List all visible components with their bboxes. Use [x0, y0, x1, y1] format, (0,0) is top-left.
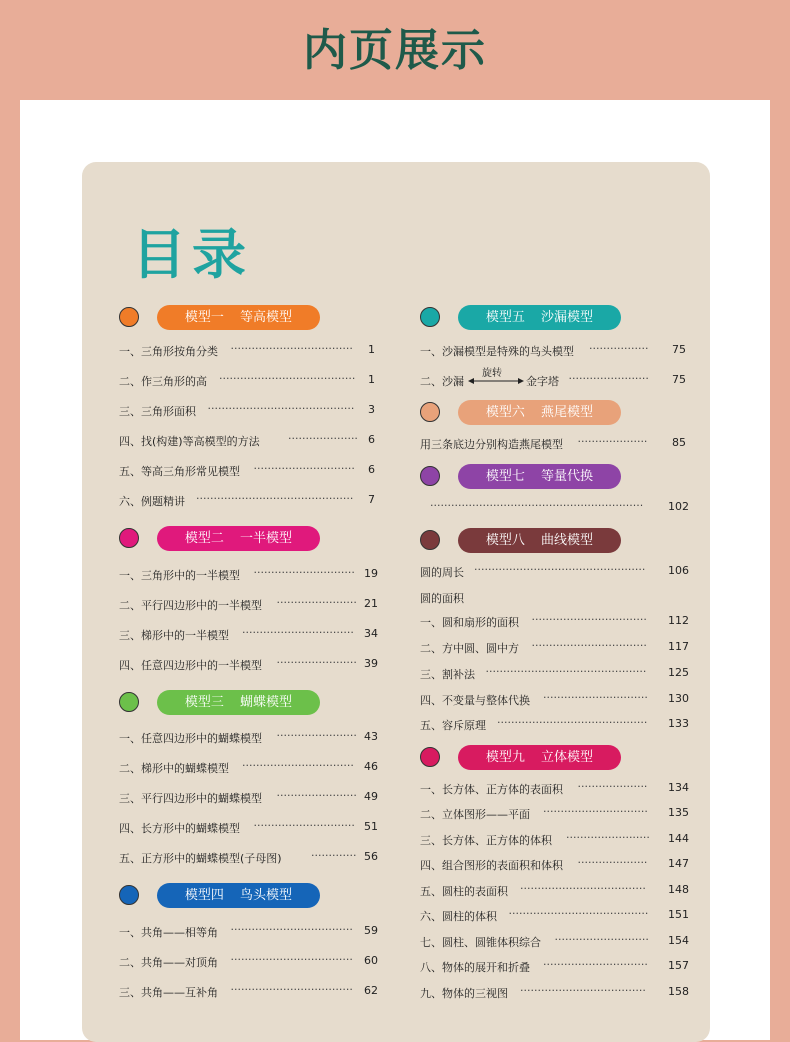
section-heading-pill[interactable]: 模型三 蝴蝶模型 — [157, 690, 320, 715]
page-number: 21 — [364, 597, 378, 610]
page-number: 1 — [368, 343, 375, 356]
page-number: 43 — [364, 730, 378, 743]
section-heading-pill[interactable]: 模型五 沙漏模型 — [458, 305, 621, 330]
toc-section — [420, 745, 706, 773]
leader-dots: ································ — [242, 759, 354, 772]
page-number: 39 — [364, 657, 378, 670]
toc-entry[interactable] — [119, 850, 398, 866]
page-number: 49 — [364, 790, 378, 803]
page-number: 148 — [668, 883, 689, 896]
entry-title: 一、任意四边形中的蝴蝶模型 — [119, 732, 262, 745]
entry-title: 圆的面积 — [420, 592, 464, 605]
page-title: 内页展示 — [303, 25, 487, 76]
leader-dots: ································· — [531, 639, 647, 652]
toc-entry[interactable] — [119, 657, 398, 673]
page-number: 19 — [364, 567, 378, 580]
entry-title: 一、沙漏模型是特殊的鸟头模型 — [420, 345, 574, 358]
page-number: 7 — [368, 493, 375, 506]
toc-entry[interactable] — [420, 564, 706, 580]
page-number: 85 — [672, 436, 686, 449]
leader-dots: ······················· — [276, 596, 357, 609]
toc-entry[interactable] — [119, 790, 398, 806]
toc-entry[interactable] — [119, 730, 398, 746]
page-number: 106 — [668, 564, 689, 577]
toc-section — [420, 305, 706, 333]
leader-dots: ····························································· — [430, 499, 644, 512]
leader-dots: ·············································· — [485, 665, 647, 678]
entry-title: 三、三角形面积 — [119, 405, 196, 418]
entry-title: 一、共角——相等角 — [119, 926, 218, 939]
entry-title: 六、例题精讲 — [119, 495, 185, 508]
toc-entry[interactable] — [420, 934, 706, 950]
page-number: 60 — [364, 954, 378, 967]
entry-title: 四、找(构建)等高模型的方法 — [119, 435, 260, 448]
toc-entry[interactable] — [119, 954, 398, 970]
entry-title: 一、圆和扇形的面积 — [420, 616, 519, 629]
entry-title: 七、圆柱、圆锥体积综合 — [420, 936, 541, 949]
page-number: 117 — [668, 640, 689, 653]
section-heading-pill[interactable]: 模型九 立体模型 — [458, 745, 621, 770]
section-marker-dot — [119, 692, 139, 712]
page-number: 147 — [668, 857, 689, 870]
toc-entry[interactable] — [420, 692, 706, 708]
toc-entry[interactable] — [420, 436, 706, 452]
entry-title: 四、组合图形的表面积和体积 — [420, 859, 563, 872]
entry-title: 三、平行四边形中的蝴蝶模型 — [119, 792, 262, 805]
toc-entry[interactable] — [119, 924, 398, 940]
leader-dots: ······························ — [543, 958, 648, 971]
page-number: 130 — [668, 692, 689, 705]
entry-title: 二、立体图形——平面 — [420, 808, 530, 821]
toc-entry[interactable] — [119, 343, 398, 359]
toc-entry[interactable] — [119, 463, 398, 479]
toc-entry[interactable] — [420, 985, 706, 1001]
entry-title: 九、物体的三视图 — [420, 987, 508, 1000]
page-number: 34 — [364, 627, 378, 640]
entry-title: 五、正方形中的蝴蝶模型(子母图) — [119, 852, 282, 865]
page-number: 144 — [668, 832, 689, 845]
toc-entry[interactable] — [119, 820, 398, 836]
leader-dots: ······················· — [276, 656, 357, 669]
leader-dots: ·········································· — [207, 402, 355, 415]
toc-entry[interactable] — [119, 984, 398, 1000]
page-number: 102 — [668, 500, 689, 513]
entry-title: 一、长方体、正方体的表面积 — [420, 783, 563, 796]
toc-entry[interactable] — [119, 567, 398, 583]
leader-dots: ····························· — [253, 819, 355, 832]
arrow-label: 旋转 — [482, 368, 502, 379]
section-heading-pill[interactable]: 模型八 曲线模型 — [458, 528, 621, 553]
section-marker-dot — [420, 530, 440, 550]
leader-dots: ··········································· — [497, 716, 648, 729]
page-number: 59 — [364, 924, 378, 937]
double-arrow-icon — [468, 376, 524, 386]
toc-section — [119, 305, 398, 333]
toc-section — [119, 690, 398, 718]
entry-title: 四、任意四边形中的一半模型 — [119, 659, 262, 672]
leader-dots: ····························· — [253, 566, 355, 579]
page-number: 125 — [668, 666, 689, 679]
page-number: 56 — [364, 850, 378, 863]
entry-title: 三、割补法 — [420, 668, 475, 681]
leader-dots: ················· — [589, 342, 649, 355]
entry-title: 二、梯形中的蝴蝶模型 — [119, 762, 229, 775]
toc-entry[interactable] — [420, 343, 706, 359]
entry-title: 三、长方体、正方体的体积 — [420, 834, 552, 847]
leader-dots: ············································· — [196, 492, 354, 505]
toc-entry[interactable] — [420, 806, 706, 822]
page-number: 1 — [368, 373, 375, 386]
page-number: 154 — [668, 934, 689, 947]
toc-section — [420, 528, 706, 556]
section-marker-dot — [420, 747, 440, 767]
arrow-target: 金字塔 — [526, 375, 559, 388]
leader-dots: ······················· — [568, 372, 649, 385]
entry-title: 圆的周长 — [420, 566, 464, 579]
section-marker-dot — [119, 885, 139, 905]
page-number: 134 — [668, 781, 689, 794]
toc-entry[interactable] — [420, 857, 706, 873]
leader-dots: ···································· — [520, 882, 646, 895]
leader-dots: ···················· — [577, 856, 648, 869]
leader-dots: ······················· — [276, 789, 357, 802]
section-marker-dot — [119, 307, 139, 327]
toc-section — [420, 400, 706, 428]
toc-entry[interactable] — [119, 760, 398, 776]
toc-title: 目录 — [132, 223, 252, 286]
page-number: 112 — [668, 614, 689, 627]
section-marker-dot — [119, 528, 139, 548]
page-number: 135 — [668, 806, 689, 819]
leader-dots: ···················· — [288, 432, 358, 445]
entry-title: 六、圆柱的体积 — [420, 910, 497, 923]
page-number: 158 — [668, 985, 689, 998]
page-number: 46 — [364, 760, 378, 773]
section-marker-dot — [420, 307, 440, 327]
entry-title: 二、共角——对顶角 — [119, 956, 218, 969]
leader-dots: ······································· — [219, 372, 356, 385]
leader-dots: ··································· — [230, 923, 353, 936]
page-number: 51 — [364, 820, 378, 833]
leader-dots: ··································· — [230, 342, 353, 355]
toc-section — [420, 464, 706, 492]
toc-entry[interactable] — [420, 590, 706, 606]
toc-entry[interactable] — [420, 368, 706, 389]
toc-entry[interactable] — [420, 666, 706, 682]
leader-dots: ··························· — [554, 933, 649, 946]
leader-dots: ················································· — [474, 563, 646, 576]
leader-dots: ············· — [311, 849, 357, 862]
entry-title: 五、容斥原理 — [420, 719, 486, 732]
section-heading-pill[interactable]: 模型六 燕尾模型 — [458, 400, 621, 425]
entry-title: 二、平行四边形中的一半模型 — [119, 599, 262, 612]
page-number: 151 — [668, 908, 689, 921]
toc-section — [119, 883, 398, 911]
leader-dots: ································· — [531, 613, 647, 626]
entry-title: 二、方中圆、圆中方 — [420, 642, 519, 655]
leader-dots: ···················· — [577, 780, 648, 793]
toc-entry[interactable] — [420, 614, 706, 630]
toc-entry[interactable] — [420, 640, 706, 656]
page-number: 75 — [672, 343, 686, 356]
page-number: 6 — [368, 463, 375, 476]
leader-dots: ··································· — [230, 983, 353, 996]
entry-title: 用三条底边分别构造燕尾模型 — [420, 438, 563, 451]
toc-entry[interactable] — [119, 403, 398, 419]
page-number: 75 — [672, 373, 686, 386]
entry-title: 一、三角形按角分类 — [119, 345, 218, 358]
entry-title: 五、等高三角形常见模型 — [119, 465, 240, 478]
leader-dots: ······························ — [543, 691, 648, 704]
leader-dots: ························ — [566, 831, 650, 844]
entry-title: 三、共角——互补角 — [119, 986, 218, 999]
toc-entry[interactable] — [119, 627, 398, 643]
section-heading-pill[interactable]: 模型四 鸟头模型 — [157, 883, 320, 908]
toc-entry[interactable] — [119, 433, 398, 449]
entry-title: 四、长方形中的蝴蝶模型 — [119, 822, 240, 835]
toc-section — [119, 526, 398, 554]
toc-entry[interactable] — [119, 597, 398, 613]
toc-entry[interactable] — [420, 717, 706, 733]
leader-dots: ······················· — [276, 729, 357, 742]
entry-title: 三、梯形中的一半模型 — [119, 629, 229, 642]
toc-entry[interactable] — [420, 781, 706, 797]
leader-dots: ··································· — [230, 953, 353, 966]
toc-entry[interactable] — [420, 500, 706, 516]
section-marker-dot — [420, 402, 440, 422]
page-number: 133 — [668, 717, 689, 730]
leader-dots: ···················· — [577, 435, 648, 448]
section-heading-pill[interactable]: 模型七 等量代换 — [458, 464, 621, 489]
leader-dots: ···································· — [520, 984, 646, 997]
entry-title: 二、沙漏 — [420, 375, 464, 388]
toc-entry[interactable] — [420, 959, 706, 975]
leader-dots: ······························ — [543, 805, 648, 818]
toc-entry[interactable] — [420, 832, 706, 848]
page-number: 62 — [364, 984, 378, 997]
entry-title: 二、作三角形的高 — [119, 375, 207, 388]
leader-dots: ································ — [242, 626, 354, 639]
leader-dots: ····························· — [253, 462, 355, 475]
toc-entry[interactable] — [420, 908, 706, 924]
page-number: 3 — [368, 403, 375, 416]
section-heading-pill[interactable]: 模型二 一半模型 — [157, 526, 320, 551]
entry-title: 五、圆柱的表面积 — [420, 885, 508, 898]
section-marker-dot — [420, 466, 440, 486]
toc-entry[interactable] — [119, 373, 398, 389]
page-number: 157 — [668, 959, 689, 972]
entry-title: 四、不变量与整体代换 — [420, 694, 530, 707]
entry-title: 一、三角形中的一半模型 — [119, 569, 240, 582]
entry-title: 八、物体的展开和折叠 — [420, 961, 530, 974]
page-number: 6 — [368, 433, 375, 446]
leader-dots: ········································ — [508, 907, 649, 920]
toc-entry[interactable] — [119, 493, 398, 509]
section-heading-pill[interactable]: 模型一 等高模型 — [157, 305, 320, 330]
toc-entry[interactable] — [420, 883, 706, 899]
